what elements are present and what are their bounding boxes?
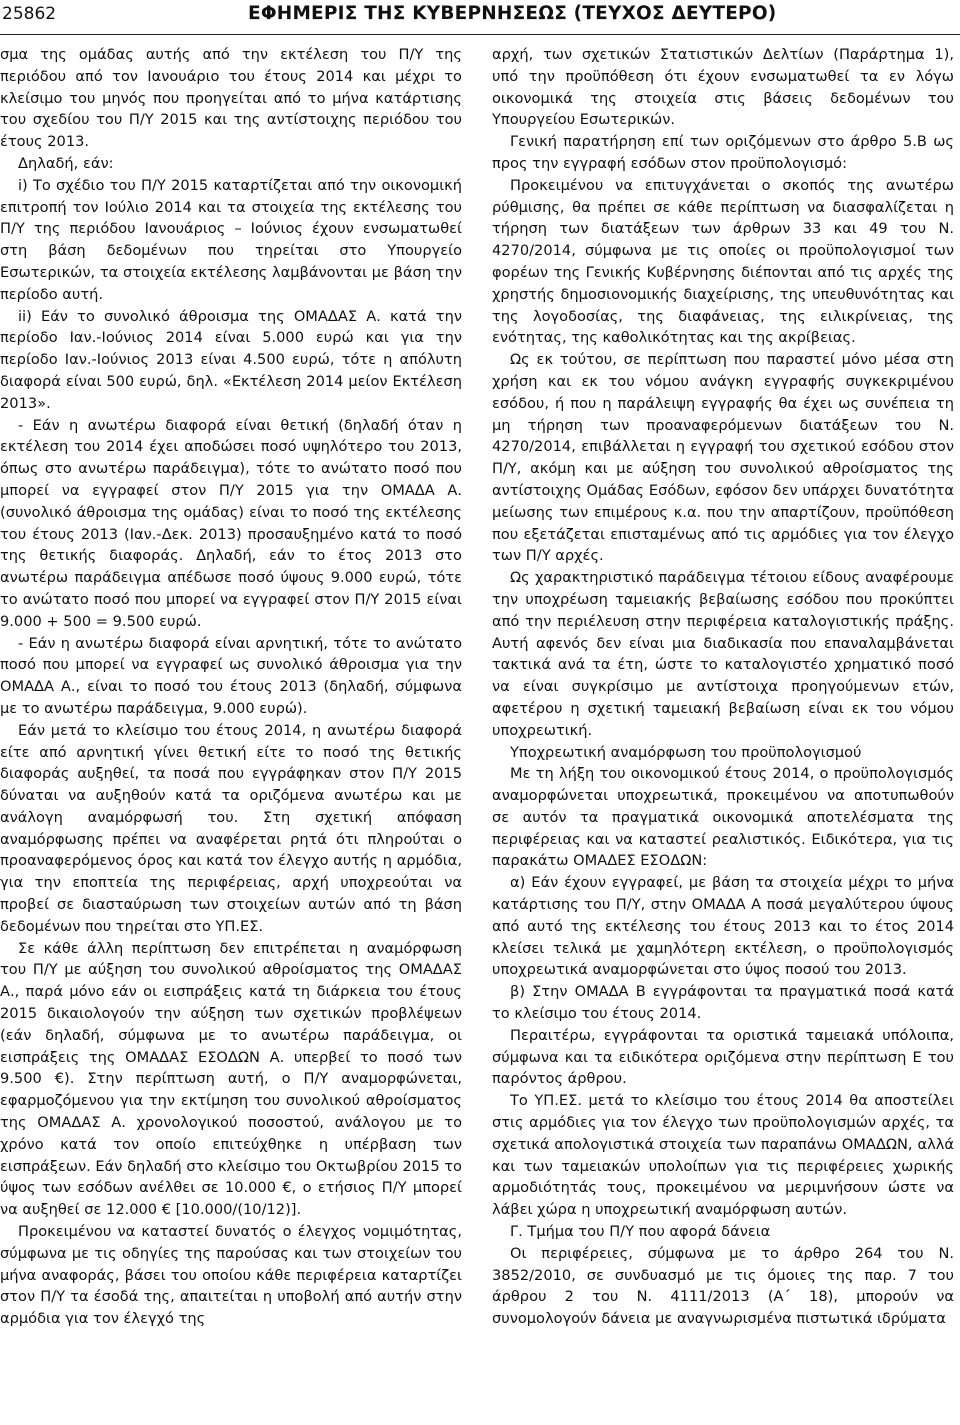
left-column bbox=[0, 44, 462, 1330]
paragraph: σμα της ομάδας αυτής από την εκτέλεση του Π/Υ της περιόδου από τον Ιανουάριο του έτους 2014 και μέχρι το κλείσιμο του μηνός που προηγείται από το μήνα κατάρτισης του σχεδίου του Π/Υ 2015 και της αντίστοιχης περιόδου του έτους 2013. bbox=[0, 46, 462, 151]
paragraph: - Εάν η ανωτέρω διαφορά είναι θετική (δηλαδή όταν η εκτέλεση του 2014 έχει αποδώσει ποσό υψηλότερο του 2013, όπως στο ανωτέρω παράδειγμα), τότε το ανώτατο ποσό που μπορεί να εγγραφεί στον Π/Υ 2015 για την ΟΜΑΔΑ Α. (συνολικό άθροισμα της ομάδας) είναι το ποσό της εκτέλεσης του έτους 2013 (Ιαν.-Δεκ. 2013) προσαυξημένο κατά το ποσό της θετικής διαφοράς. Δηλαδή, εάν το έτος 2013 στο ανωτέρω παράδειγμα απέδωσε ποσό ύψους 9.000 ευρώ, τότε το ανώτατο ποσό που μπορεί να εγγραφεί στον Π/Υ 2015 είναι 9.000 + 500 = 9.500 ευρώ. bbox=[0, 416, 462, 630]
section-heading: Γ. Τμήμα του Π/Υ που αφορά δάνεια bbox=[510, 1223, 771, 1241]
paragraph: Ως χαρακτηριστικό παράδειγμα τέτοιου είδους αναφέρουμε την υποχρέωση ταμειακής βεβαίωσης εσόδου που προκύπτει από την περιέλευση στην περιφέρεια καταλογιστικής πράξης. Αυτή αφενός δεν είναι μια διαδικασία που επαναλαμβάνεται τακτικά ανά τα έτη, ώστε το καταλογιστέο χρηματικό ποσό να είναι συγκρίσιμο με αντίστοιχα προηγούμενων ετών, αφετέρου η σχετική ταμειακή βεβαίωση είναι εκ του νόμου υποχρεωτική. bbox=[492, 569, 954, 739]
journal-title: ΕΦΗΜΕΡΙΣ ΤΗΣ ΚΥΒΕΡΝΗΣΕΩΣ (ΤΕΥΧΟΣ ΔΕΥΤΕΡΟ) bbox=[248, 3, 777, 24]
paragraph: αρχή, των σχετικών Στατιστικών Δελτίων (Παράρτημα 1), υπό την προϋπόθεση ότι έχουν ενσωματωθεί τα εν λόγω οικονομικά της στοιχεία στις βάσεις δεδομένων του Υπουργείου Εσωτερικών. bbox=[492, 46, 954, 129]
paragraph: Περαιτέρω, εγγράφονται τα οριστικά ταμειακά υπόλοιπα, σύμφωνα και τα ειδικότερα οριζόμενα στην περίπτωση Ε του παρόντος άρθρου. bbox=[492, 1026, 954, 1088]
paragraph: Σε κάθε άλλη περίπτωση δεν επιτρέπεται η αναμόρφωση του Π/Υ με αύξηση του συνολικού αθροίσματος της ΟΜΑΔΑΣ Α., παρά μόνο εάν οι εισπράξεις κατά τη διάρκεια του έτους 2015 δικαιολογούν την αύξηση των σχετικών προβλέψεων (εάν δηλαδή, σύμφωνα με το ανωτέρω παράδειγμα, οι εισπράξεις της ΟΜΑΔΑΣ ΕΣΟΔΩΝ Α. υπερβεί το ποσό των 9.500 €). Στην περίπτωση αυτή, ο Π/Υ αναμορφώνεται, εφαρμοζόμενου για την εκτίμηση του συνολικού αθροίσματος της ΟΜΑΔΑΣ Α. χρονολογικού ποσοστού, ανάλογου με το χρόνο κατά τον οποίο επιτεύχθηκε η υπέρβαση των εισπράξεων. Εάν δηλαδή στο κλείσιμο του Οκτωβρίου 2015 το ύψος των εσόδων ανέλθει σε 10.000 €, ο ετήσιος Π/Υ μπορεί να αυξηθεί σε 12.000 € [10.000/(10/12)]. bbox=[0, 939, 462, 1219]
paragraph: Ως εκ τούτου, σε περίπτωση που παραστεί μόνο μέσα στη χρήση και εκ του νόμου ανάγκη εγγραφής συγκεκριμένου εσόδου, ή που η παράλειψη εγγραφής θα έχει ως συνέπεια τη μη τήρηση των προαναφερόμενων διατάξεων του Ν. 4270/2014, επιβάλλεται η εγγραφή του σχετικού εσόδου στον Π/Υ, ακόμη και με αύξηση του συνολικού αθροίσματος της αντίστοιχης Ομάδας Εσόδων, εφόσον δεν υπάρχει δυνατότητα μείωσης των επιμέρους κ.α. που την απαρτίζουν, προϋπόθεση που εξετάζεται επισταμένως από τις αρμόδιες για τον έλεγχο των Π/Υ αρχές. bbox=[492, 351, 954, 565]
paragraph: ii) Εάν το συνολικό άθροισμα της ΟΜΑΔΑΣ Α. κατά την περίοδο Ιαν.-Ιούνιος 2014 είναι 5.000 ευρώ και για την περίοδο Ιαν.-Ιούνιος 2013 είναι 4.500 ευρώ, τότε η απόλυτη διαφορά είναι 500 ευρώ, δηλ. «Εκτέλεση 2014 μείον Εκτέλεση 2013». bbox=[0, 307, 462, 412]
paragraph: Το ΥΠ.ΕΣ. μετά το κλείσιμο του έτους 2014 θα αποστείλει στις αρμόδιες για τον έλεγχο των προϋπολογισμών αρχές, τα σχετικά απολογιστικά στοιχεία των παραπάνω ΟΜΑΔΩΝ, αλλά και των ταμειακών υπολοίπων για τις περιφέρειες χωρικής αρμοδιότητάς τους, προκειμένου να μεριμνήσουν ώστε να λάβει χώρα η υποχρεωτική αναμόρφωση αυτών. bbox=[492, 1092, 954, 1219]
paragraph: - Εάν η ανωτέρω διαφορά είναι αρνητική, τότε το ανώτατο ποσό που μπορεί να εγγραφεί ως συνολικό άθροισμα για την ΟΜΑΔΑ Α., είναι το ποσό του έτους 2013 (δηλαδή, σύμφωνα με το ανωτέρω παράδειγμα, 9.000 ευρώ). bbox=[0, 634, 462, 717]
paragraph: Οι περιφέρειες, σύμφωνα με το άρθρο 264 του Ν. 3852/2010, σε συνδυασμό με τις όμοιες της παρ. 7 του άρθρου 2 του Ν. 4111/2013 (Α΄ 18), μπορούν να συνομολογούν δάνεια με αναγνωρισμένα πιστωτικά ιδρύματα bbox=[492, 1244, 954, 1328]
page-header bbox=[0, 0, 960, 35]
page-number: 25862 bbox=[2, 4, 57, 24]
paragraph: Δηλαδή, εάν: bbox=[18, 154, 114, 172]
paragraph: β) Στην ΟΜΑΔΑ Β εγγράφονται τα πραγματικά ποσά κατά το κλείσιμο του έτους 2014. bbox=[492, 983, 954, 1023]
paragraph: Εάν μετά το κλείσιμο του έτους 2014, η ανωτέρω διαφορά είτε από αρνητική γίνει θετική είτε το ποσό της θετικής διαφοράς αυξηθεί, τα ποσά που εγγράφηκαν στον Π/Υ 2015 δύναται να αυξηθούν κατά τα οριζόμενα ανωτέρω και με ανάλογη αναμόρφωσή του. Στη σχετική απόφαση αναμόρφωσης πρέπει να αναφέρεται ρητά ότι πληρούται ο προαναφερόμενος όρος και κατά τον έλεγχο αυτής η αρμόδια, για την εποπτεία της περιφέρειας, αρχή υποχρεούται να προβεί σε διασταύρωση των στοιχείων αυτών από τη βάση δεδομένων που τηρείται στο ΥΠ.ΕΣ. bbox=[0, 721, 462, 935]
paragraph: Προκειμένου να επιτυγχάνεται ο σκοπός της ανωτέρω ρύθμισης, θα πρέπει σε κάθε περίπτωση να διασφαλίζεται η τήρηση των διατάξεων των άρθρων 33 και 49 του Ν. 4270/2014, σύμφωνα με τις οποίες οι προϋπολογισμοί των φορέων της Γενικής Κυβέρνησης διέπονται από τις αρχές της χρηστής δημοσιονομικής διαχείρισης, της υπευθυνότητας και της λογοδοσίας, της διαφάνειας, της ειλικρίνειας, της ενότητας, της καθολικότητας και της ακρίβειας. bbox=[492, 176, 954, 347]
paragraph: α) Εάν έχουν εγγραφεί, με βάση τα στοιχεία μέχρι το μήνα κατάρτισης του Π/Υ, στην ΟΜΑΔΑ Α ποσά μεγαλύτερου ύψους από αυτό της εκτέλεσης του έτους 2013 και το έτος 2014 κλείσει τελικά με χαμηλότερη εκτέλεση, ο προϋπολογισμός υποχρεωτικά αναμορφώνεται στο ύψος ποσού του 2013. bbox=[492, 874, 954, 979]
paragraph: Γενική παρατήρηση επί των οριζόμενων στο άρθρο 5.Β ως προς την εγγραφή εσόδων στον προϋπολογισμό: bbox=[492, 133, 954, 172]
right-column bbox=[492, 44, 954, 1330]
section-heading: Υποχρεωτική αναμόρφωση του προϋπολογισμού bbox=[510, 743, 862, 761]
paragraph: Προκειμένου να καταστεί δυνατός ο έλεγχος νομιμότητας, σύμφωνα με τις οδηγίες της παρούσας και των στοιχείων του μήνα αναφοράς, βάσει του οποίου κάθε περιφέρεια καταρτίζει στον Π/Υ τα έσοδά της, απαιτείται η υποβολή από αυτήν στην αρμόδια για τον έλεγχό της bbox=[0, 1223, 462, 1328]
paragraph: Με τη λήξη του οικονομικού έτους 2014, ο προϋπολογισμός αναμορφώνεται υποχρεωτικά, προκειμένου να αποτυπωθούν σε αυτόν τα πραγματικά οικονομικά αποτελέσματα της περιφέρειας και να καταστεί ρεαλιστικός. Ειδικότερα, για τις παρακάτω ΟΜΑΔΕΣ ΕΣΟΔΩΝ: bbox=[492, 765, 954, 870]
paragraph: i) Το σχέδιο του Π/Υ 2015 καταρτίζεται από την οικονομική επιτροπή τον Ιούλιο 2014 και τα στοιχεία της εκτέλεσης του Π/Υ της περιόδου Ιανουάριος – Ιούνιος έχουν ενσωματωθεί στη βάση δεδομένων που τηρείται στο Υπουργείο Εσωτερικών, τα στοιχεία εκτέλεσης λαμβάνονται με βάση την περίοδο αυτή. bbox=[0, 176, 462, 303]
